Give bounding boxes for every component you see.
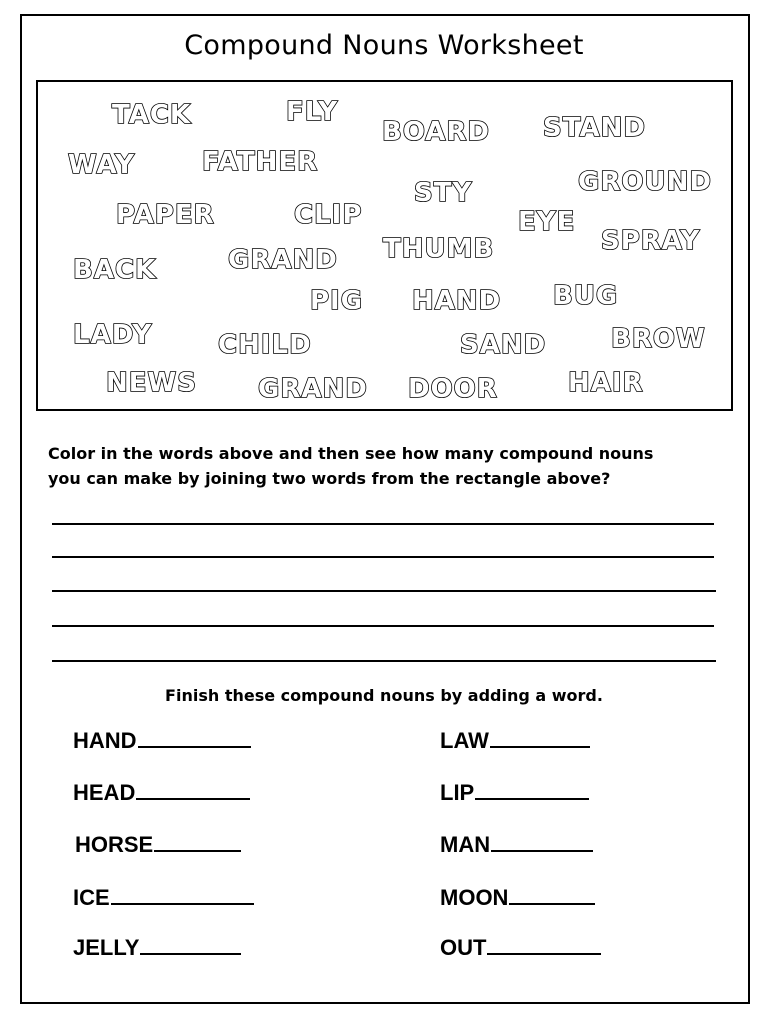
word-bank-word: BACK [73,255,157,285]
word-bank-word: SAND [460,330,547,360]
answer-blank[interactable] [491,830,593,852]
compound-word: LIP [440,780,475,805]
answer-line[interactable] [52,556,714,558]
answer-blank[interactable] [111,883,254,905]
answer-blank[interactable] [136,778,250,800]
word-bank-word: EYE [518,207,576,237]
instructions-line: you can make by joining two words from the rectangle above? [48,469,611,488]
word-bank-word: DOOR [408,374,498,404]
compound-word: LAW [440,728,489,753]
answer-blank[interactable] [138,726,251,748]
section-subheading: Finish these compound nouns by adding a word. [165,686,603,705]
word-bank-word: GROUND [578,167,712,197]
answer-blank[interactable] [475,778,589,800]
worksheet-title: Compound Nouns Worksheet [184,30,584,61]
word-bank-word: HAIR [568,368,644,398]
word-bank-word: HAND [412,286,502,316]
compound-item-moon [440,883,595,911]
answer-line[interactable] [52,590,716,592]
word-bank-word: CHILD [218,330,312,360]
compound-item-ice [73,883,254,911]
compound-word: ICE [73,885,110,910]
answer-blank[interactable] [140,933,241,955]
compound-word: HAND [73,728,137,753]
compound-item-law [440,726,590,754]
word-bank-word: FLY [286,97,339,127]
compound-item-lip [440,778,589,806]
answer-blank[interactable] [490,726,590,748]
instructions [48,441,728,491]
word-bank-word: STAND [543,113,646,143]
word-bank-word: SPRAY [601,226,701,256]
word-bank-box [36,80,733,411]
word-bank-word: LADY [73,320,153,350]
answer-blank[interactable] [487,933,601,955]
word-bank-word: FATHER [202,147,319,177]
word-bank-word: THUMB [383,234,495,264]
compound-word: JELLY [73,935,140,960]
answer-line[interactable] [52,523,714,525]
word-bank-word: GRAND [258,374,368,404]
compound-word: MAN [440,832,491,857]
compound-item-hand [73,726,251,754]
word-bank-word: BROW [611,324,706,354]
word-bank-word: PAPER [116,200,215,230]
compound-item-head [73,778,250,806]
word-bank-word: WAY [68,150,135,180]
word-bank-word: PIG [310,286,364,316]
compound-word: HORSE [75,832,154,857]
word-bank-word: CLIP [294,200,363,230]
compound-item-jelly [73,933,241,961]
answer-blank[interactable] [509,883,595,905]
word-bank-word: BUG [553,281,619,311]
answer-blank[interactable] [154,830,241,852]
answer-line[interactable] [52,660,716,662]
compound-item-horse [75,830,241,858]
compound-item-out [440,933,601,961]
word-bank-word: TACK [112,100,192,130]
instructions-line: Color in the words above and then see how many compound nouns [48,444,654,463]
word-bank-word: NEWS [106,368,197,398]
answer-line[interactable] [52,625,714,627]
word-bank-word: STY [414,178,473,208]
compound-word: MOON [440,885,509,910]
compound-item-man [440,830,593,858]
compound-word: HEAD [73,780,136,805]
word-bank-word: GRAND [228,245,338,275]
compound-word: OUT [440,935,487,960]
word-bank-word: BOARD [382,117,490,147]
